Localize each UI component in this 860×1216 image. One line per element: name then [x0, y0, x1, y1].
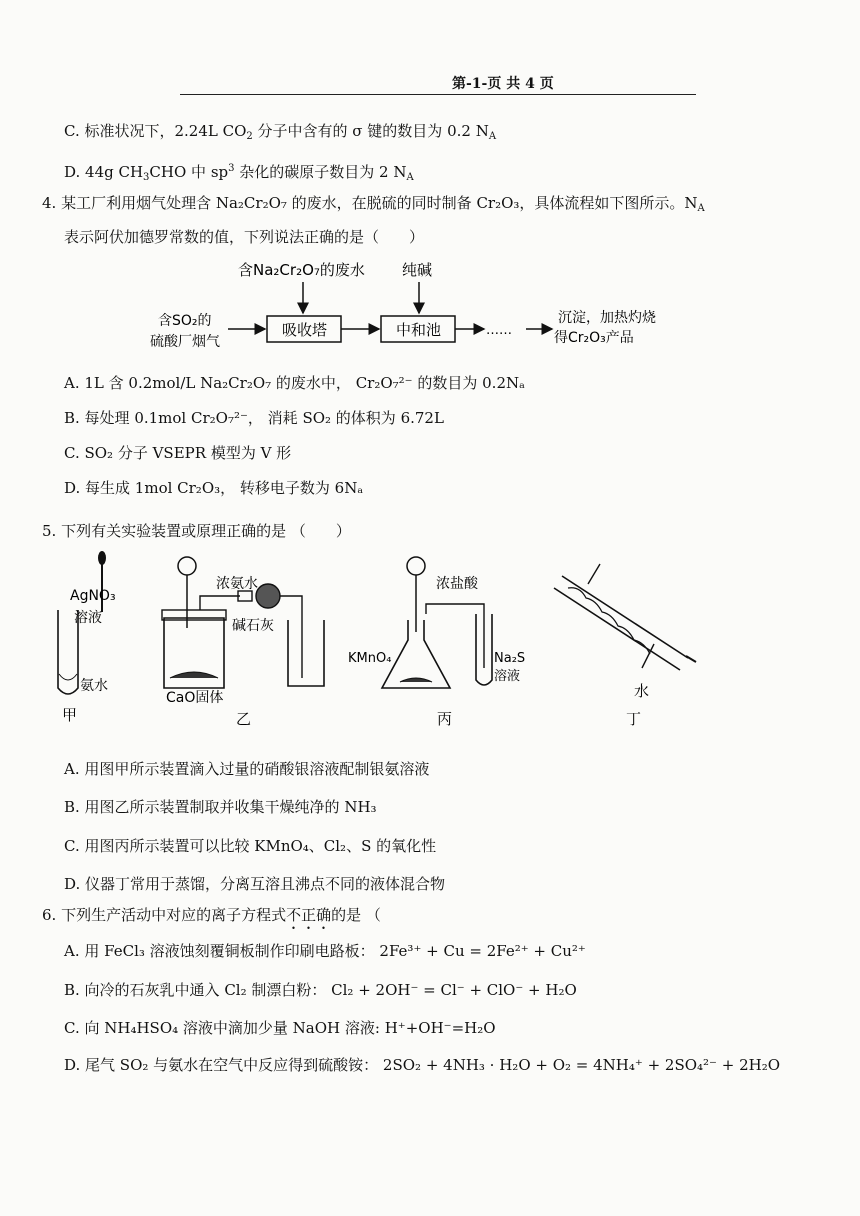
- flow-left-input-line2: 硫酸厂烟气: [150, 334, 220, 350]
- flow-top-left-input: 含Na₂Cr₂O₇的废水: [238, 261, 365, 279]
- funnel-bing: [407, 557, 425, 575]
- bing-funnel-label: 浓盐酸: [436, 576, 478, 592]
- ding-caption: 丁: [626, 710, 642, 728]
- q4-option-c: C. SO₂ 分子 VSEPR 模型为 V 形: [64, 444, 292, 462]
- bing-caption: 丙: [437, 710, 453, 728]
- q3-option-c: C. 标准状况下，2.24L $CO_2$ 分子中含有的 σ 键的数目为 0.2 $N_A$: [64, 122, 497, 142]
- jia-bottom-label: 氨水: [80, 678, 108, 694]
- dropper-bulb-jia: [98, 551, 106, 565]
- q5-option-c: C. 用图丙所示装置可以比较 KMnO₄、Cl₂、S 的氧化性: [64, 837, 437, 855]
- flow-box1-label: 吸收塔: [282, 321, 328, 339]
- solid-yi: [170, 672, 218, 678]
- apparatus-ding: [554, 564, 696, 728]
- page-label: 第-1-页 共 4 页: [452, 76, 554, 92]
- q5-apparatus-figure: [40, 548, 740, 728]
- q5-option-a: A. 用图甲所示装置滴入过量的硝酸银溶液配制银氨溶液: [64, 760, 430, 778]
- ding-water-label: 水: [634, 682, 650, 700]
- q5-option-b: B. 用图乙所示装置制取并收集干燥纯净的 NH₃: [64, 798, 377, 816]
- q4-stem-line2: 表示阿伏加德罗常数的值，下列说法正确的是（ ）: [64, 228, 425, 246]
- flow-dots: ……: [486, 323, 512, 338]
- flow-left-input-line1: 含SO₂的: [158, 313, 212, 329]
- condenser-outer-top: [562, 576, 688, 658]
- collecting-bottle-yi: [288, 620, 324, 686]
- q5-stem: 5. 下列有关实验装置或原理正确的是 （ ）: [42, 522, 351, 540]
- yi-tube-label: 碱石灰: [232, 618, 274, 634]
- bing-tube-label-line1: Na₂S: [494, 651, 526, 666]
- q4-option-d: D. 每生成 1mol Cr₂O₃， 转移电子数为 6Nₐ: [64, 479, 364, 497]
- bing-flask-label: KMnO₄: [348, 651, 392, 666]
- apparatus-bing: [348, 557, 525, 728]
- flow-right-output-line2: 得Cr₂O₃产品: [554, 330, 634, 346]
- apparatus-jia: [58, 551, 116, 724]
- yi-caption: 乙: [236, 710, 252, 728]
- q6-option-c: C. 向 NH₄HSO₄ 溶液中滴加少量 NaOH 溶液: H⁺+OH⁻=H₂O: [64, 1019, 496, 1037]
- apparatus-yi: [162, 557, 324, 728]
- q4-option-a: A. 1L 含 0.2mol/L Na₂Cr₂O₇ 的废水中， Cr₂O₇²⁻ 的数目为 0.2Nₐ: [64, 374, 525, 392]
- q5-option-d: D. 仪器丁常用于蒸馏，分离互溶且沸点不同的液体混合物: [64, 875, 446, 893]
- q4-option-b: B. 每处理 0.1mol Cr₂O₇²⁻， 消耗 SO₂ 的体积为 6.72L: [64, 409, 444, 427]
- flow-box2-label: 中和池: [396, 321, 442, 339]
- q4-stem-line1: 4. 某工厂利用烟气处理含 Na₂Cr₂O₇ 的废水，在脱硫的同时制备 Cr₂O₃，具体流程如下图所示。$N_A$: [42, 194, 705, 214]
- q6-option-d: D. 尾气 SO₂ 与氨水在空气中反应得到硫酸铵： 2SO₂ + 4NH₃ · H₂O + O₂ = 4NH₄⁺ + 2SO₄²⁻ + 2H₂O: [64, 1056, 781, 1074]
- yi-solid-label: CaO固体: [166, 690, 224, 706]
- funnel-yi: [178, 557, 196, 575]
- jia-reagent-line2: 溶液: [74, 610, 102, 626]
- yi-funnel-label: 浓氨水: [216, 576, 258, 592]
- jia-reagent-line1: AgNO₃: [70, 588, 116, 604]
- drying-tube-yi: [256, 584, 280, 608]
- q6-stem: 6. 下列生产活动中对应的离子方程式不正确的是 （: [42, 906, 381, 924]
- condenser-outer-bottom: [554, 588, 680, 670]
- liquid-jia: [59, 674, 77, 680]
- flow-top-right-input: 纯碱: [402, 261, 433, 279]
- q6-option-a: A. 用 FeCl₃ 溶液蚀刻覆铜板制作印刷电路板： 2Fe³⁺ + Cu = 2Fe²⁺ + Cu²⁺: [64, 942, 586, 960]
- solid-bing: [400, 678, 432, 682]
- condenser-coil: [568, 588, 650, 654]
- jia-caption: 甲: [62, 706, 78, 724]
- header-rule: [180, 72, 696, 95]
- q6-option-b: B. 向冷的石灰乳中通入 Cl₂ 制漂白粉： Cl₂ + 2OH⁻ = Cl⁻ + ClO⁻ + H₂O: [64, 981, 577, 999]
- q4-flow-diagram: [150, 255, 690, 360]
- q3-option-d: D. 44g $CH_3CHO$ 中 $sp^3$ 杂化的碳原子数目为 2 $N_A$: [64, 163, 414, 183]
- bing-tube-label-line2: 溶液: [494, 669, 521, 684]
- flow-right-output-line1: 沉淀，加热灼烧: [558, 310, 656, 326]
